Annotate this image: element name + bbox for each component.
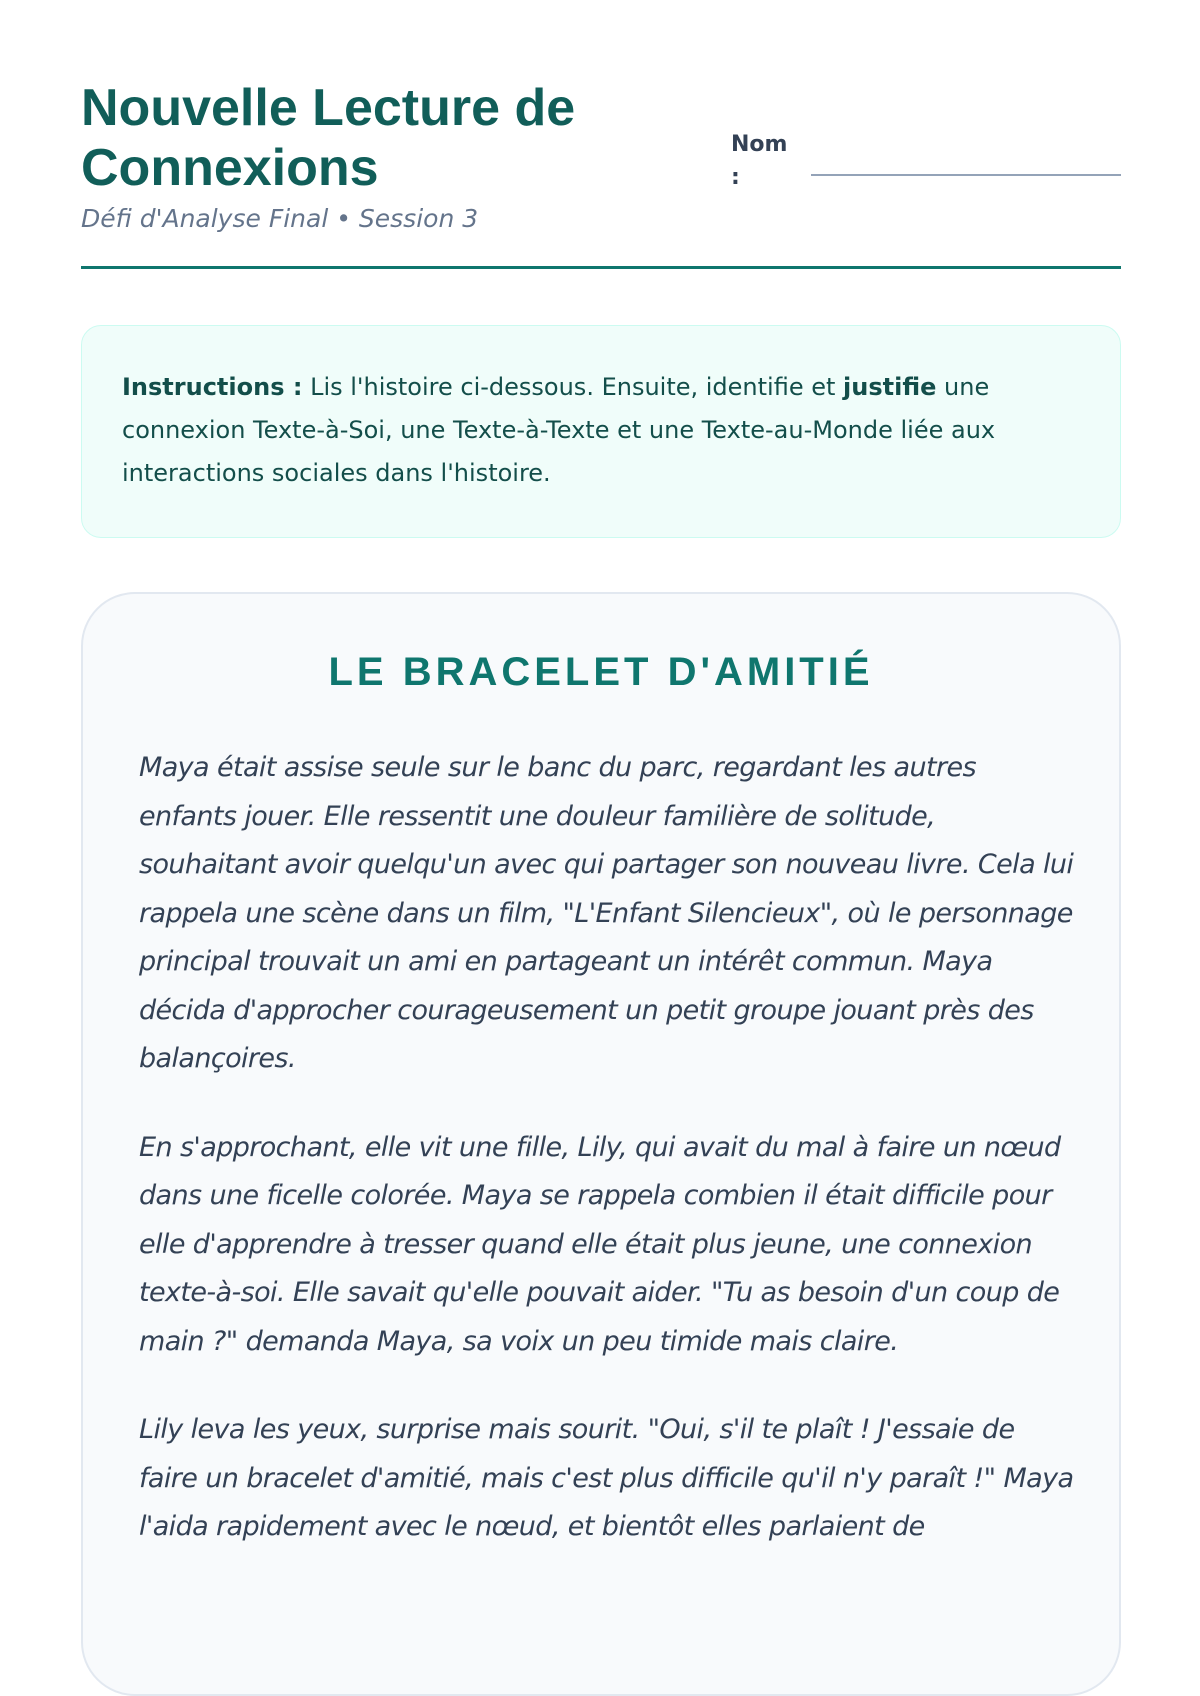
story-paragraph: En s'approchant, elle vit une fille, Lily, qui avait du mal à faire un nœud dans une ficelle colorée. Maya se rappela combien il était difficile pour elle d'apprendre à tresser quand elle était plus jeune, une connexion texte-à-soi. Elle savait qu'elle pouvait aider. "Tu as besoin d'un coup de main ?" demanda Maya, sa voix un peu timide mais claire. bbox=[139, 1131, 1061, 1357]
story-title: LE BRACELET D'AMITIÉ bbox=[328, 650, 874, 694]
story-body bbox=[139, 744, 1079, 1592]
worksheet-header bbox=[81, 0, 1121, 270]
story-paragraph: Lily leva les yeux, surprise mais sourit. "Oui, s'il te plaît ! J'essaie de faire un bracelet d'amitié, mais c'est plus difficile qu'il n'y paraît !" Maya l'aida rapidement avec le nœud, et bientôt elles parlaient de bbox=[139, 1414, 1074, 1542]
page-subtitle: Défi d'Analyse Final • Session 3 bbox=[81, 204, 479, 233]
worksheet-page bbox=[81, 0, 1121, 1542]
name-field[interactable] bbox=[811, 174, 1121, 176]
story-card bbox=[81, 592, 1121, 1696]
instructions-emphasis: justifie bbox=[843, 373, 937, 401]
instructions-box bbox=[81, 325, 1121, 538]
instructions-label: Instructions : bbox=[122, 373, 303, 401]
page-title: Nouvelle Lecture de Connexions bbox=[81, 79, 576, 197]
instructions-text-before: Lis l'histoire ci-dessous. Ensuite, identifie et bbox=[302, 373, 844, 401]
instructions-text-after: une connexion Texte-à-Soi, une Texte-à-Texte et une Texte-au-Monde liée aux interactions sociales dans l'histoire. bbox=[122, 373, 996, 487]
story-paragraph: Maya était assise seule sur le banc du parc, regardant les autres enfants jouer. Elle ressentit une douleur familière de solitude, souhaitant avoir quelqu'un avec qui partager son nouveau livre. Cela lui rappela une scène dans un film, "L'Enfant Silencieux", où le personnage principal trouvait un ami en partageant un intérêt commun. Maya décida d'approcher courageusement un petit groupe jouant près des balançoires. bbox=[139, 752, 1074, 1074]
name-label: Nom : bbox=[731, 132, 788, 190]
header-divider bbox=[81, 266, 1121, 269]
